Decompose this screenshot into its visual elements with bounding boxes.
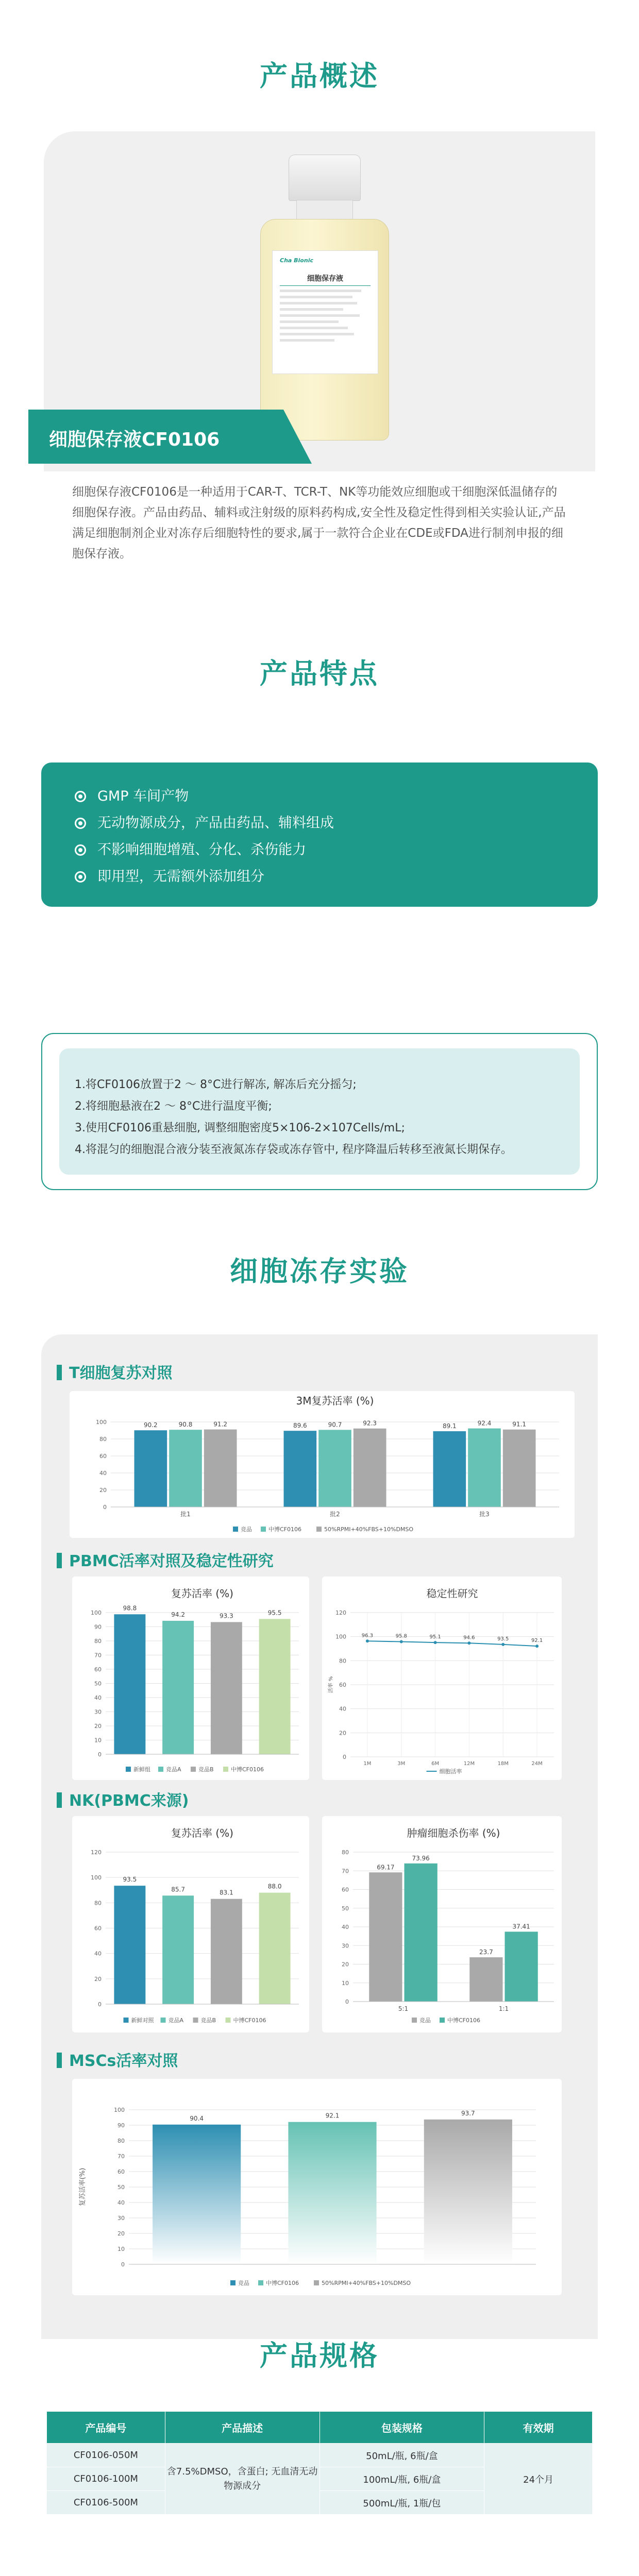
y-tick-label: 100 [96,1419,107,1426]
bottle-logo: Cha Bionic [280,257,313,264]
overview-title: 产品概述 [260,60,379,92]
y-tick-label: 60 [94,1925,102,1932]
y-tick-label: 60 [99,1453,107,1460]
y-tick-label: 10 [342,1979,349,1987]
y-tick-label: 0 [98,1751,102,1758]
pbmc-viability-chart [72,1577,309,1780]
bar [169,1430,202,1507]
y-tick-label: 20 [342,1961,349,1968]
data-label: 37.41 [512,1923,530,1930]
legend-label: 50%RPMI+40%FBS+10%DMSO [324,1526,414,1533]
legend-swatch [412,2018,417,2023]
x-tick-label: 批2 [330,1511,340,1518]
y-tick-label: 30 [342,1942,349,1950]
mscs-chart-card [72,2079,562,2295]
legend-swatch [223,1767,228,1772]
feature-item: 即用型，无需额外添加组分 [75,863,598,890]
bar [162,1621,194,1754]
y-tick-label: 90 [117,2122,125,2129]
y-tick-label: 100 [91,1874,102,1882]
y-tick-label: 20 [94,1975,102,1982]
specs-title: 产品规格 [260,2340,379,2372]
data-point [434,1641,437,1644]
y-tick-label: 10 [94,1737,102,1744]
y-tick-label: 40 [94,1950,102,1957]
y-tick-label: 100 [114,2107,125,2113]
legend-label: 竞品B [198,1766,214,1773]
legend-label: 竞品A [168,2017,184,2024]
y-tick-label: 0 [345,1998,349,2005]
chart-title: 3M复苏活率 (%) [296,1395,374,1407]
legend-label: 中博CF0106 [266,2280,299,2286]
product-description: 细胞保存液CF0106是一种适用于CAR-T、TCR-T、NK等功能效应细胞或干细胞深低温储存的细胞保存液。产品由药品、辅料或注射级的原料药构成,安全性及稳定性得到相关实验认证,产品满足细胞制剂企业对冻存后细胞特性的要求,属于一款符合企业在CDE或FDA进行制剂申报的细胞保存液。 [72,485,566,561]
y-tick-label: 40 [94,1694,102,1701]
y-tick-label: 30 [94,1708,102,1716]
legend-swatch [226,2018,231,2023]
data-label: 90.7 [328,1421,342,1429]
nk-viability-card [72,1816,309,2032]
bullet-icon [75,791,86,802]
chart-title: 肿瘤细胞杀伤率 (%) [407,1827,500,1839]
y-tick-label: 20 [99,1487,107,1494]
data-label: 91.2 [213,1420,228,1428]
legend-label: 竞品 [419,2017,431,2024]
spec-pack: 500mL/瓶, 1瓶/包 [320,2491,484,2515]
bar [433,1431,466,1507]
x-tick-label: 批3 [479,1511,490,1518]
data-label: 88.0 [267,1883,282,1890]
bar [503,1430,536,1507]
pbmc-stability-card [322,1577,562,1780]
data-point [400,1640,403,1643]
y-tick-label: 80 [99,1436,107,1443]
legend-swatch [233,1527,238,1532]
data-label: 92.1 [531,1638,543,1644]
bar [114,1614,145,1754]
bar [468,1429,501,1507]
x-tick-label: 1:1 [498,2005,509,2012]
y-axis-label: 活率 % [328,1676,334,1693]
legend-swatch [124,2018,129,2023]
y-tick-label: 70 [94,1652,102,1659]
data-point [467,1641,470,1645]
bar [211,1622,242,1754]
bar [318,1430,351,1507]
y-tick-label: 80 [94,1900,102,1907]
nk-viability-chart [72,1816,309,2032]
feature-item: 无动物源成分，产品由药品、辅料组成 [75,810,598,837]
legend-label: 新鲜对照 [131,2017,154,2024]
data-label: 98.8 [123,1604,137,1612]
data-label: 89.6 [293,1422,307,1430]
spec-header: 包装规格 [320,2412,484,2444]
bottle-label-name: 细胞保存液 [280,273,371,286]
data-label: 89.1 [442,1422,457,1430]
spec-code: CF0106-500M [47,2491,165,2515]
y-tick-label: 40 [99,1470,107,1477]
usage-step: 2.将细胞悬液在2 ～ 8°C进行温度平衡; [75,1100,272,1113]
x-tick-label: 批1 [180,1511,191,1518]
data-label: 92.1 [325,2112,340,2120]
bullet-icon [75,871,86,883]
product-bottle-image [260,155,389,443]
bar [405,1863,438,2002]
legend-swatch [158,1767,163,1772]
legend-label: 50%RPMI+40%FBS+10%DMSO [322,2280,411,2286]
data-label: 73.96 [412,1854,430,1862]
features-box [41,762,598,907]
data-label: 83.1 [220,1889,233,1896]
y-tick-label: 20 [339,1730,346,1737]
bar [469,1957,502,2002]
data-label: 93.5 [123,1876,137,1884]
data-label: 93.3 [220,1612,233,1620]
x-tick-label: 3M [397,1761,406,1767]
y-tick-label: 120 [335,1609,346,1616]
pbmc-viability-card [72,1577,309,1780]
bar [505,1931,538,2002]
data-label: 90.8 [178,1421,193,1429]
usage-step: 4.将混匀的细胞混合液分装至液氮冻存袋或冻存管中, 程序降温后转移至液氮长期保存。 [75,1143,512,1156]
x-tick-label: 12M [463,1761,475,1767]
bar [284,1431,317,1507]
spec-description: 含7.5%DMSO，含蛋白; 无血清无动物源成分 [165,2444,320,2515]
legend-label: 竞品 [241,1526,252,1533]
y-tick-label: 0 [98,2001,102,2008]
legend-swatch [314,2280,319,2285]
bullet-icon [75,818,86,829]
y-tick-label: 60 [117,2168,125,2175]
data-label: 23.7 [479,1948,493,1956]
data-label: 95.1 [429,1634,441,1640]
data-label: 94.2 [171,1611,185,1618]
x-tick-label: 5:1 [398,2005,409,2012]
y-tick-label: 0 [343,1754,346,1760]
y-tick-label: 40 [342,1924,349,1930]
y-tick-label: 10 [117,2246,125,2252]
y-tick-label: 80 [342,1849,349,1856]
data-label: 95.8 [395,1633,407,1639]
legend-swatch [191,1767,196,1772]
y-tick-label: 40 [339,1705,346,1713]
bar [153,2125,241,2264]
legend-label: 中博CF0106 [231,1766,264,1773]
x-tick-label: 6M [431,1761,440,1767]
y-tick-label: 50 [117,2184,125,2191]
feature-item: 不影响细胞增殖、分化、杀伤能力 [75,837,598,863]
spec-code: CF0106-100M [47,2467,165,2491]
data-label: 94.6 [463,1635,475,1641]
features-title: 产品特点 [260,657,379,690]
y-tick-label: 70 [342,1868,349,1875]
y-axis-label: 复苏活率(%) [79,2167,87,2207]
chart-title: 稳定性研究 [426,1587,478,1600]
pbmc-heading: PBMC活率对照及稳定性研究 [57,1548,274,1571]
legend-swatch [193,2018,198,2023]
tcell-chart [70,1391,575,1538]
legend-label: 细胞活率 [439,1768,462,1775]
data-label: 69.17 [377,1863,395,1871]
y-tick-label: 0 [103,1504,107,1511]
spec-pack: 50mL/瓶, 6瓶/盒 [320,2444,484,2467]
mscs-chart [72,2079,562,2295]
data-label: 85.7 [171,1886,185,1893]
data-point [535,1645,539,1648]
bar [259,1893,291,2004]
y-tick-label: 80 [117,2138,125,2144]
tcell-chart-card [70,1391,575,1538]
legend-swatch [161,2018,166,2023]
y-tick-label: 80 [94,1638,102,1645]
y-tick-label: 70 [117,2153,125,2160]
spec-pack: 100mL/瓶, 6瓶/盒 [320,2467,484,2491]
usage-step: 1.将CF0106放置于2 ～ 8°C进行解冻, 解冻后充分摇匀; [75,1078,357,1091]
bar [354,1429,386,1507]
y-tick-label: 40 [117,2199,125,2206]
data-point [501,1643,505,1646]
spec-table [46,2411,593,2515]
legend-label: 竞品B [200,2017,216,2024]
y-tick-label: 60 [94,1666,102,1673]
data-label: 92.4 [477,1419,492,1427]
bullet-icon [75,844,86,856]
spec-code: CF0106-050M [47,2444,165,2467]
y-tick-label: 80 [339,1657,346,1665]
y-tick-label: 50 [94,1680,102,1687]
data-point [366,1639,369,1642]
legend-label: 竞品A [166,1766,181,1773]
bar [424,2120,512,2264]
bar [114,1886,145,2004]
legend-swatch [316,1527,322,1532]
legend-label: 中博CF0106 [447,2017,481,2024]
x-tick-label: 1M [363,1761,372,1767]
data-label: 93.5 [497,1636,509,1642]
experiments-title: 细胞冻存实验 [230,1255,409,1287]
data-label: 91.1 [512,1420,527,1428]
y-tick-label: 60 [339,1682,346,1688]
y-tick-label: 100 [91,1609,102,1616]
bar [211,1899,242,2004]
chart-title: 复苏活率 (%) [171,1587,233,1600]
feature-item: GMP 车间产物 [75,783,598,810]
data-label: 96.3 [361,1633,374,1639]
data-label: 92.3 [363,1419,377,1427]
legend-swatch [230,2280,236,2285]
bar [259,1619,291,1754]
bar [369,1872,402,2002]
spec-header: 产品编号 [47,2412,165,2444]
y-tick-label: 20 [94,1723,102,1730]
bar [134,1430,167,1507]
nk-killing-card [322,1816,562,2032]
y-tick-label: 90 [94,1623,102,1631]
x-tick-label: 24M [531,1761,543,1767]
y-tick-label: 60 [342,1886,349,1893]
y-tick-label: 30 [117,2215,125,2222]
legend-swatch [258,2280,263,2285]
series-line [367,1641,537,1646]
tcell-heading: T细胞复苏对照 [57,1360,172,1383]
legend-label: 中博CF0106 [233,2017,266,2024]
bar [288,2122,376,2264]
nk-heading: NK(PBMC来源) [57,1788,189,1810]
y-tick-label: 100 [335,1633,346,1640]
legend-swatch [440,2018,445,2023]
x-tick-label: 18M [497,1761,509,1767]
data-label: 90.4 [190,2114,204,2122]
nk-killing-chart [322,1816,562,2032]
legend-swatch [126,1767,131,1772]
bar [162,1895,194,2004]
data-label: 93.7 [461,2109,475,2117]
legend-label: 新鲜组 [133,1766,150,1773]
usage-step: 3.使用CF0106重悬细胞, 调整细胞密度5×106-2×107Cells/mL; [75,1122,405,1134]
chart-title: 复苏活率 (%) [171,1827,233,1839]
legend-swatch [261,1527,266,1532]
data-label: 90.2 [143,1421,158,1429]
y-tick-label: 120 [91,1849,102,1856]
spec-header: 产品描述 [165,2412,320,2444]
bar [204,1430,237,1507]
spec-header: 有效期 [484,2412,593,2444]
data-label: 95.5 [267,1609,282,1617]
y-tick-label: 0 [121,2261,125,2268]
spec-validity: 24个月 [484,2444,593,2515]
product-name: 细胞保存液CF0106 [49,429,220,450]
legend-label: 中博CF0106 [268,1526,302,1533]
mscs-heading: MSCs活率对照 [57,2048,178,2071]
usage-box [59,1048,580,1175]
y-tick-label: 20 [117,2230,125,2237]
legend-label: 竞品 [238,2280,249,2286]
pbmc-stability-chart [322,1577,562,1780]
y-tick-label: 50 [342,1905,349,1912]
